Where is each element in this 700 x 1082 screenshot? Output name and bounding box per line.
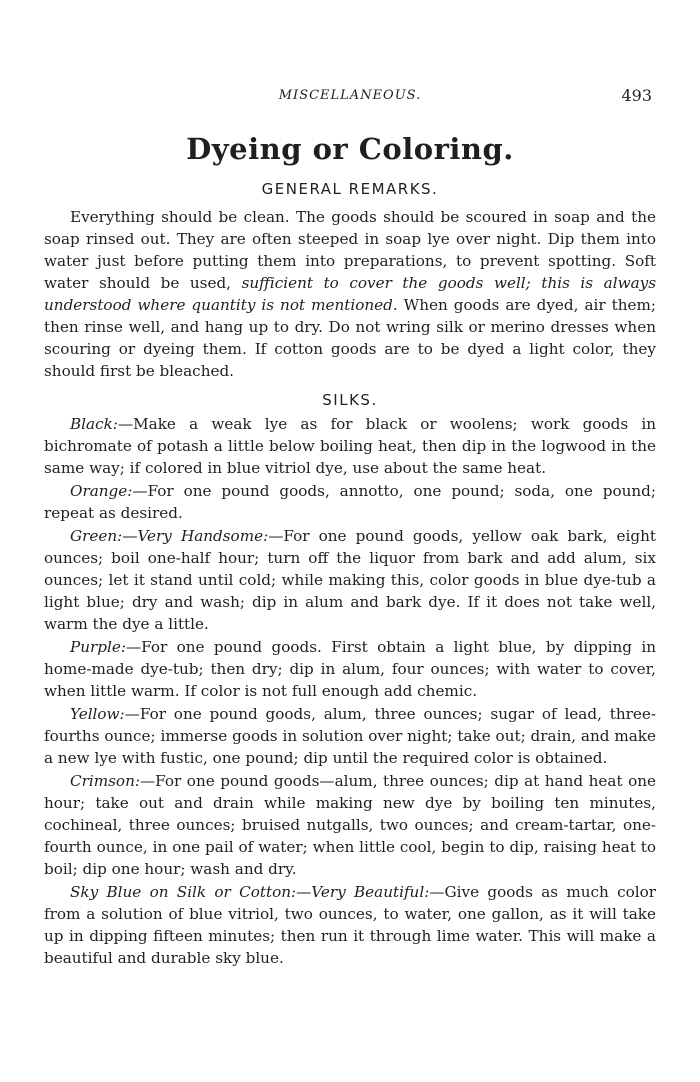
recipe-text: —Make a weak lye as for black or woolens; work goods in bichromate of potash a little below boiling heat, then dip in the logwood in the same way; if colored in blue vitriol dye, use about the same heat. (44, 415, 656, 477)
recipe-label: Orange: (70, 482, 133, 500)
recipe-text: —For one pound goods, yellow oak bark, eight ounces; boil one-half hour; turn off the liquor from bark and add alum, six ounces; let it stand until cold; while making this, color goods in blue dye-tub a light blue; dry and wash; dip in alum and bark dye. If it does not take well, warm the dye a little. (44, 527, 657, 633)
general-remarks-heading: GENERAL REMARKS. (261, 180, 439, 198)
recipe-text: —For one pound goods. First obtain a light blue, by dipping in home-made dye-tub; then dry; dip in alum, four ounces; with water to cover, when little warm. If color is not full enough add chemic. (44, 638, 656, 700)
recipe-text: —For one pound goods, annotto, one pound; soda, one pound; repeat as desired. (44, 482, 656, 522)
recipe-orange (44, 480, 656, 524)
recipe-label: Black: (70, 415, 118, 433)
recipe-text: —Give goods as much color from a solution of blue vitriol, two ounces, to water, one gallon, as it will take up in dipping fifteen minutes; then run it through lime water. This will make a beautiful and durable sky blue. (44, 883, 657, 967)
recipe-yellow (44, 703, 656, 769)
recipe-purple (44, 636, 656, 702)
recipe-sky-blue (44, 881, 656, 969)
running-head (44, 88, 656, 108)
page-title: Dyeing or Coloring. (186, 132, 514, 166)
running-head-title: MISCELLANEOUS. (278, 88, 422, 103)
recipe-text: —For one pound goods, alum, three ounces; sugar of lead, three-fourths ounce; immerse goods in solution over night; take out; drain, and make a new lye with fustic, one pound; dip until the required color is obtained. (44, 705, 656, 767)
general-text-italic: sufficient to cover the goods well; this is always understood where quantity is not mentioned. (44, 274, 656, 314)
recipe-label: Yellow: (70, 705, 125, 723)
recipe-text: —For one pound goods—alum, three ounces; dip at hand heat one hour; take out and drain while making new dye by boiling ten minutes, cochineal, three ounces; bruised nutgalls, two ounces; and cream-tartar, one-fourth ounce, in one pail of water; when little cool, begin to dip, raising heat to boil; dip one hour; wash and dry. (44, 772, 656, 878)
page-number: 493 (621, 86, 652, 105)
recipe-crimson (44, 770, 656, 880)
silks-body (44, 413, 656, 970)
recipe-black (44, 413, 656, 479)
general-remarks-body (44, 206, 656, 382)
general-text-1: Everything should be clean. The goods should be scoured in soap and the soap rinsed out. They are often steeped in soap lye over night. Dip them into water just before putting them into preparations, to prevent spotting. Soft water should be used, (44, 208, 656, 292)
silks-heading: SILKS. (322, 391, 378, 409)
recipe-label: Sky Blue on Silk or Cotton:—Very Beautiful: (70, 883, 430, 901)
recipe-label: Green:—Very Handsome: (70, 527, 269, 545)
general-remarks-paragraph (44, 206, 656, 382)
recipe-label: Crimson: (70, 772, 140, 790)
general-text-3: When goods are dyed, air them; then rinse well, and hang up to dry. Do not wring silk or merino dresses when scouring or dyeing them. If cotton goods are to be dyed a light color, they should first be bleached. (44, 296, 657, 380)
recipe-green (44, 525, 656, 635)
recipe-label: Purple: (70, 638, 126, 656)
